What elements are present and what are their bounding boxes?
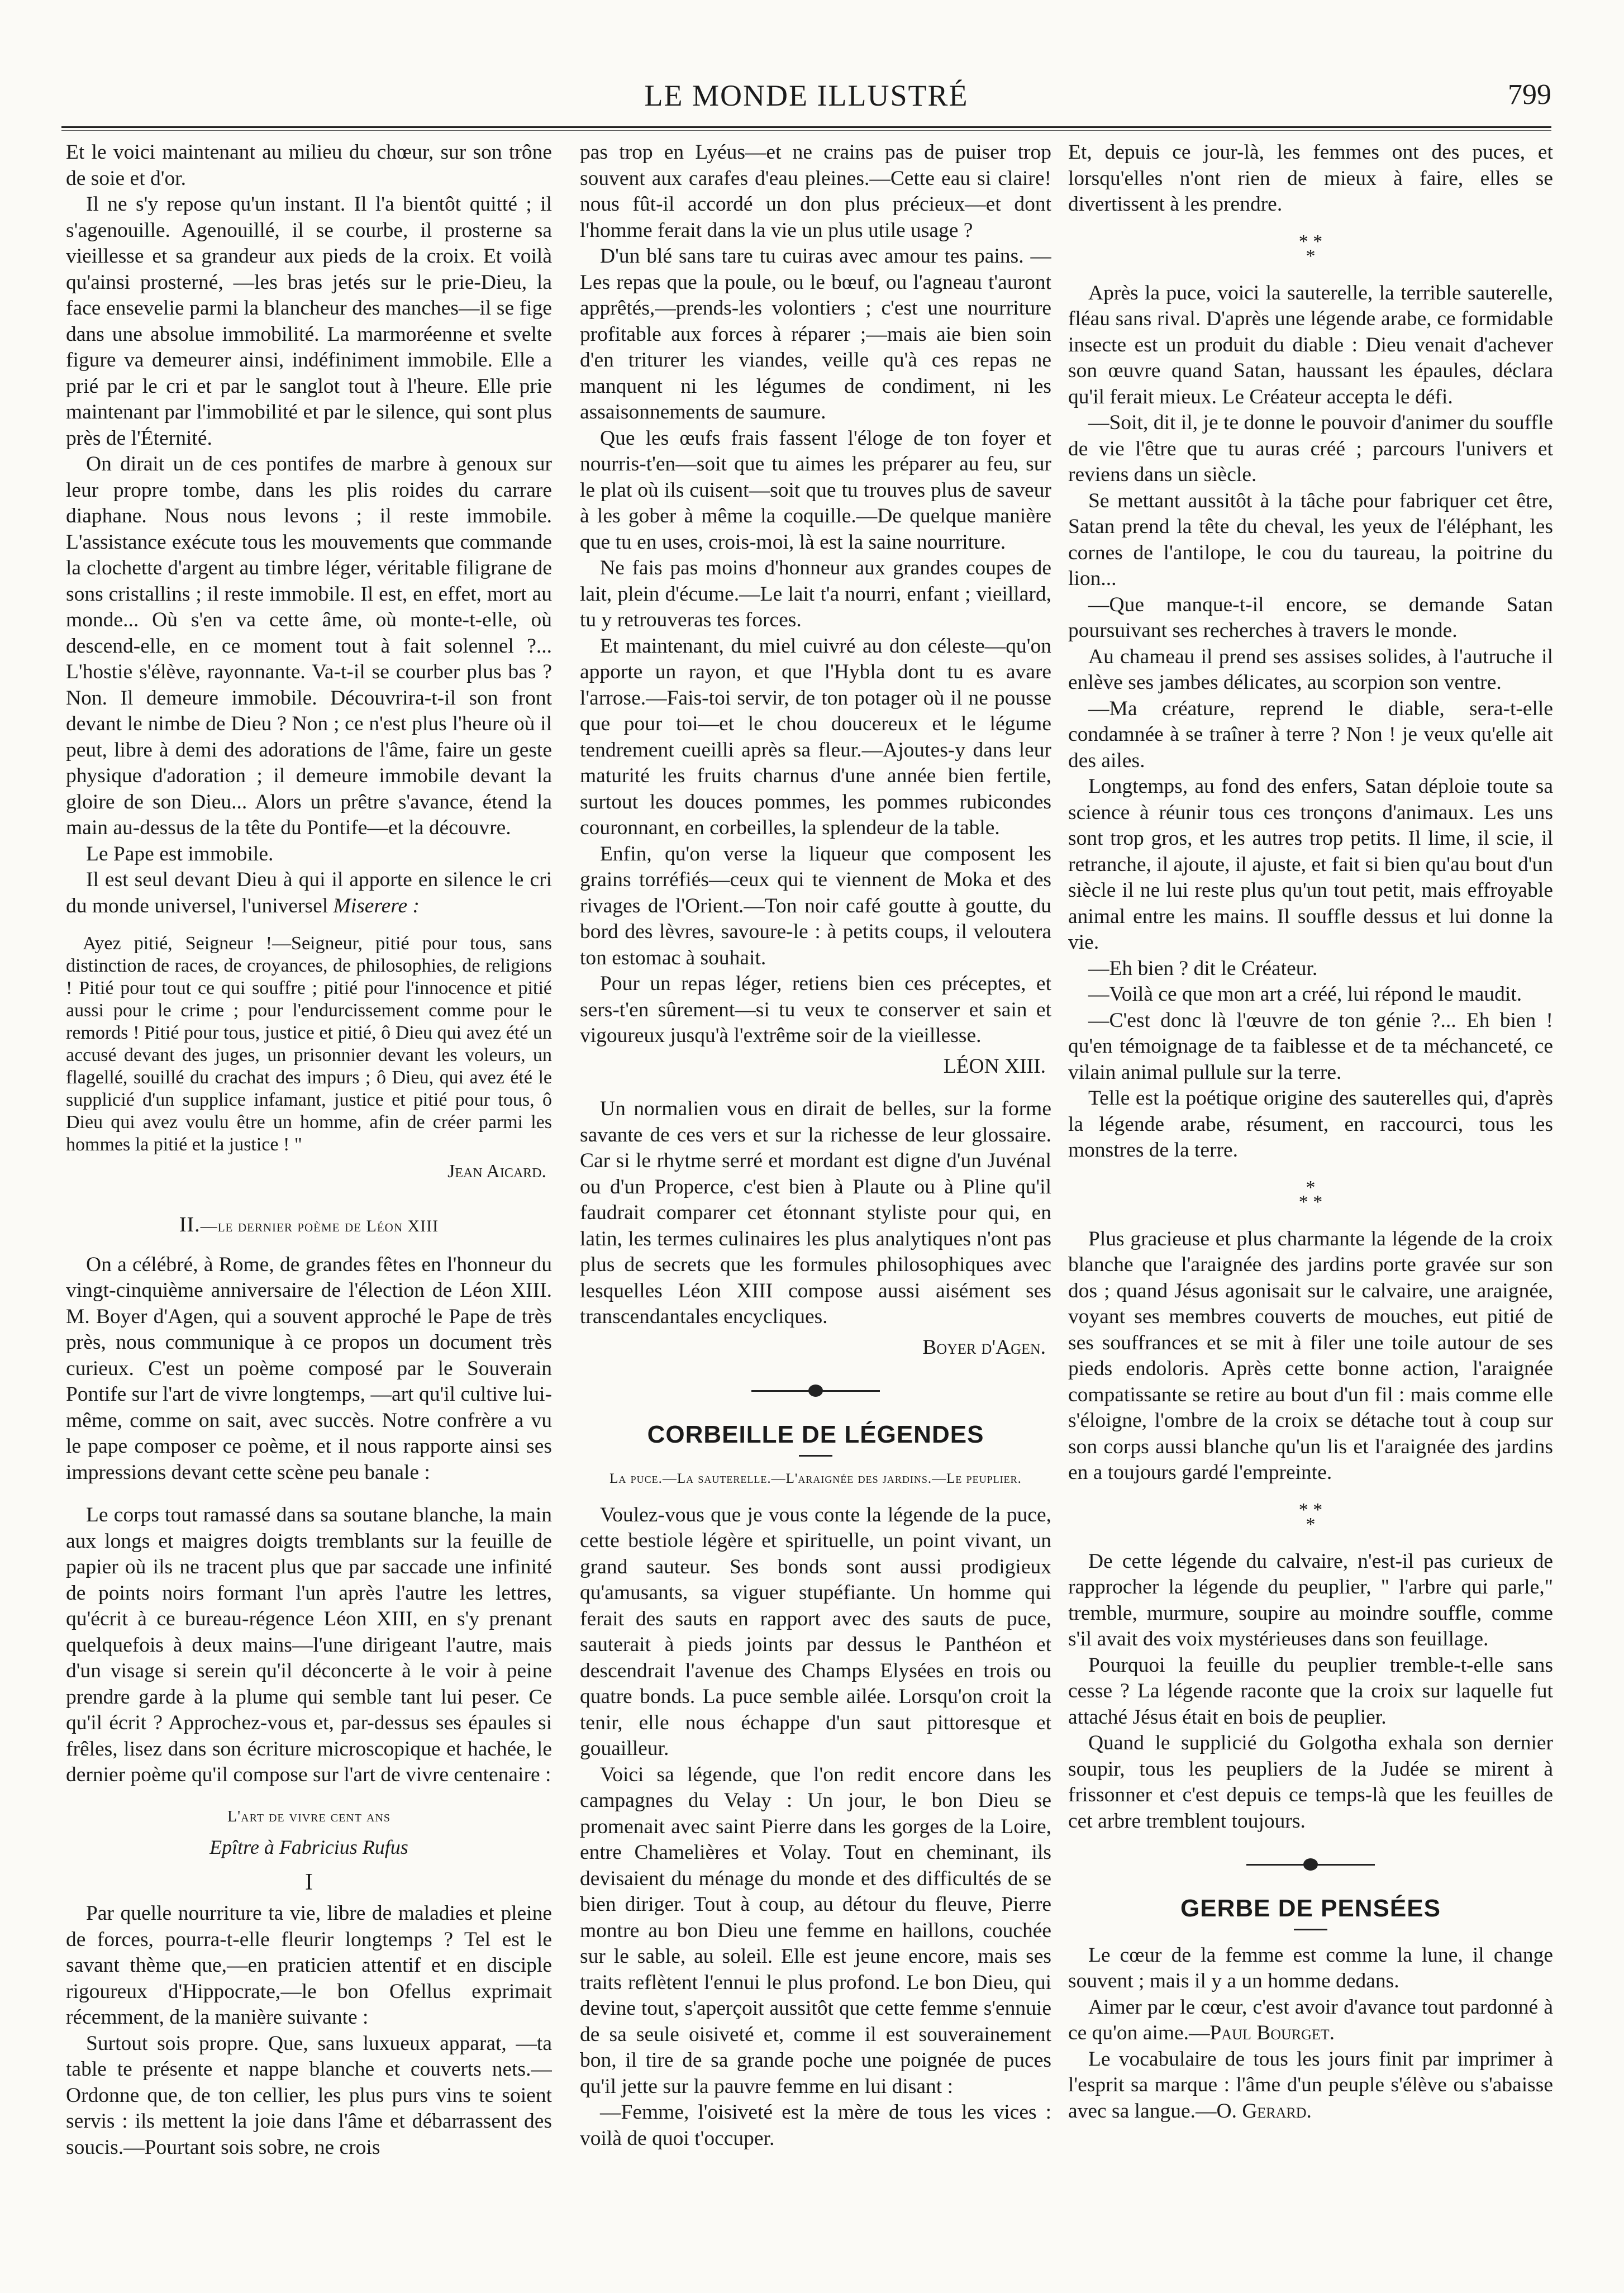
emphasis: Miserere :	[333, 894, 420, 917]
quotation-text: Ayez pitié, Seigneur !—Seigneur, pitié pour tous, sans distinction de races, de croyances, de philosophies, de religions ! Pitié pour tout ce qui souffre ; pitié pour l'innocence et pitié aussi pour le crime ; pour l'endurcissement comme pour le remords ! Pitié pour tous, justice et pitié, ô Dieu qui avez été un accusé devant des juges, un prisonnier devant les voleurs, un flagellé, souillé du crachat des impurs ; ô Dieu, qui avez été le supplicié d'un supplice infamant, justice et pitié pour tous, ô Dieu qui avez voulu être un homme, afin de créer parmi les hommes la pitié et la justice ! "	[66, 933, 552, 1155]
paragraph-text: Aimer par le cœur, c'est avoir d'avance tout pardonné à ce qu'on aime.—	[1068, 1995, 1553, 2044]
paragraph	[1068, 2047, 1553, 2125]
section-title	[66, 1212, 552, 1240]
poem-subtitle: Epître à Fabricius Rufus	[209, 1836, 408, 1858]
section-summary: La puce.—La sauterelle.—L'araignée des jardins.—Le peuplier.	[609, 1471, 1022, 1486]
paragraph: Le Pape est immobile.	[86, 842, 274, 865]
paragraph: D'un blé sans tare tu cuiras avec amour tes pains. —Les repas que la poule, ou le bœuf, ou l'agneau t'auront apprêtés,—prends-les volontiers ; c'est une nourriture profitable aux forces à réparer ;—mais aie bien soin d'en triturer les viandes, veille qu'à ces repas ne manquent ni les légumes de condiment, ni les assaisonnements de saumure.	[580, 245, 1051, 424]
section-heading: CORBEILLE DE LÉGENDES	[647, 1421, 984, 1448]
author-signature: O. Gerard.	[1216, 2099, 1312, 2123]
paragraph: —Voilà ce que mon art a créé, lui répond le maudit.	[1088, 983, 1522, 1006]
author-signature: Jean Aicard.	[447, 1161, 546, 1182]
paragraph: —C'est donc là l'œuvre de ton génie ?... Eh bien ! qu'en témoignage de ta faiblesse et de ta méchanceté, ce vilain animal pullule sur la terre.	[1068, 1008, 1553, 1084]
paragraph: De cette légende du calvaire, n'est-il pas curieux de rapprocher la légende du peuplier, " l'arbre qui parle," tremble, murmure, soupire au moindre souffle, comme s'il avait des voix mystérieuses dans son feuillage.	[1068, 1549, 1553, 1650]
paragraph: Voici sa légende, que l'on redit encore dans les campagnes du Velay : Un jour, le bon Dieu se promenait avec saint Pierre dans les gorges de la Loire, entre Chamelières et Volay. Tout en cheminant, ils devisaient du ménage du monde et des difficultés de se bien diriger. Tout à coup, au détour du fleuve, Pierre montre au bon Dieu une femme en haillons, couchée sur le sable, au soleil. Elle est jeune encore, mais ses traits reflètent l'ennui le plus profond. Le bon Dieu, qui devine tout, s'aperçoit aussitôt que cette femme s'ennuie de sa seule oisiveté et, comme il est souverainement bon, il tire de sa grande poche une poignée de puces qu'il jette sur la pauvre femme en lui disant :	[580, 1763, 1051, 2098]
paragraph: Que les œufs frais fassent l'éloge de ton foyer et nourris-t'en—soit que tu aimes les préparer au feu, sur le plat où ils cuisent—soit que tu trouves plus de saveur à les gober à même la coquille.—De quelque manière que tu en uses, crois-moi, là est la saine nourriture.	[580, 426, 1051, 554]
paragraph: —Soit, dit il, je te donne le pouvoir d'animer du souffle de vie l'être que tu auras créé ; parcours l'univers et reviens dans un siècle.	[1068, 411, 1553, 486]
poem-title: L'art de vivre cent ans	[227, 1807, 390, 1825]
paragraph: Il ne s'y repose qu'un instant. Il l'a bientôt quitté ; il s'agenouille. Agenouillé, il se courbe, il prosterne sa vieillesse et sa grandeur aux pieds de la croix. Et voilà qu'ainsi prosterné, —les bras jetés sur le prie-Dieu, la face ensevelie parmi la blancheur des manches—il se fige dans une absolue immobilité. La marmoréenne et svelte figure va demeurer ainsi, indéfiniment immobile. Elle a prié par le cri et par le sanglot tout à l'heure. Elle prie maintenant par l'immobilité et par le silence, qui sont plus près de l'Éternité.	[66, 193, 552, 450]
paragraph: —Que manque-t-il encore, se demande Satan poursuivant ses recherches à travers le monde.	[1068, 593, 1553, 642]
author-signature: Paul Bourget.	[1209, 2021, 1335, 2044]
paragraph: Se mettant aussitôt à la tâche pour fabriquer cet être, Satan prend la tête du cheval, les yeux de l'éléphant, les cornes de l'antilope, le cou du taureau, la poitrine du lion...	[1068, 489, 1553, 590]
paragraph: —Ma créature, reprend le diable, sera-t-elle condamnée à se traîner à terre ? Non ! je veux qu'elle ait des ailes.	[1068, 697, 1553, 772]
paragraph	[1068, 1995, 1553, 2047]
paragraph: Et le voici maintenant au milieu du chœur, sur son trône de soie et d'or.	[66, 141, 552, 190]
paragraph: Enfin, qu'on verse la liqueur que composent les grains torréfiés—ceux qui te viennent de Moka et des rivages de l'Orient.—Ton noir café goutte à goutte, du bord des lèvres, savoure-le : à petits coups, il veloutera ton estomac à souhait.	[580, 842, 1051, 969]
paragraph: Pour un repas léger, retiens bien ces préceptes, et sers-t'en sûrement—si tu veux te conserver et sain et vigoureux jusqu'à l'extrême soir de la vieillesse.	[580, 972, 1051, 1047]
paragraph: On dirait un de ces pontifes de marbre à genoux sur leur propre tombe, dans les plis roides du carrare diaphane. Nous nous levons ; il reste immobile. L'assistance exécute tous les mouvements que commande la clochette d'argent au timbre léger, véritable filigrane de sons cristallins ; il reste immobile. Il est, en effet, mort au monde... Où s'en va cette âme, où monte-t-elle, où descend-elle, en ce moment tout à fait solennel ?... L'hostie s'élève, rayonnante. Va-t-il se courber plus bas ? Non. Il demeure immobile. Découvrira-t-il son front devant le nimbe de Dieu ? Non ; ce n'est plus l'heure où il peut, libre à demi des adorations de l'âme, faire un geste physique d'adoration ; il demeure immobile devant la gloire de son Dieu... Alors un prêtre s'avance, étend la main au-dessus de la tête du Pontife—et la découvre.	[66, 453, 552, 839]
paragraph: On a célébré, à Rome, de grandes fêtes en l'honneur du vingt-cinquième anniversaire de l'élection de Léon XIII. M. Boyer d'Agen, qui a souvent approché le Pape de très près, nous communique à ce propos un document très curieux. C'est un poème composé par le Souverain Pontife sur l'art de vivre longtemps, —art qu'il cultive lui-même, comme on sait, avec succès. Notre confrère a vu le pape composer ce poème, et il nous rapporte ainsi ses impressions devant cette scène peu banale :	[66, 1253, 552, 1484]
paragraph: Telle est la poétique origine des sauterelles qui, d'après la légende arabe, résument, en raccourci, tous les monstres de la terre.	[1068, 1087, 1553, 1162]
heading-rule	[1294, 1929, 1327, 1930]
quotation	[66, 933, 552, 1183]
asterism: * * *	[1298, 1499, 1323, 1535]
column-3	[1068, 140, 1553, 2252]
paragraph: —Eh bien ? dit le Créateur.	[1088, 957, 1318, 980]
asterism: * * *	[1298, 231, 1323, 267]
column-2	[580, 140, 1051, 2252]
author-signature: Boyer d'Agen.	[922, 1335, 1046, 1359]
paragraph: Au chameau il prend ses assises solides, à l'autruche il enlève ses jambes délicates, au scorpion son ventre.	[1068, 645, 1553, 694]
section-number: II.	[179, 1213, 201, 1236]
paragraph: Pourquoi la feuille du peuplier tremble-t-elle sans cesse ? La légende raconte que la croix sur laquelle fut attaché Jésus était en bois de peuplier.	[1068, 1653, 1553, 1729]
fleuron-divider	[751, 1383, 880, 1400]
section-title-text: —le dernier poème de Léon XIII	[200, 1217, 439, 1235]
paragraph: pas trop en Lyéus—et ne crains pas de puiser trop souvent aux carafes d'eau pleines.—Cette eau si claire! nous fût-il accordé un don plus précieux—et dont l'homme ferait dans la vie un plus utile usage ?	[580, 141, 1051, 242]
column-1	[66, 140, 552, 2252]
paragraph: Surtout sois propre. Que, sans luxueux apparat, —ta table te présente et nappe blanche et couverts nets.—Ordonne que, de ton cellier, les plus purs vins te soient servis : ils mettent la joie dans l'âme et débarrassent des soucis.—Pourtant sois sobre, ne crois	[66, 2032, 552, 2159]
paragraph: Quand le supplicié du Golgotha exhala son dernier soupir, tous les peupliers de la Judée se mirent à frissonner et c'est depuis ce temps-là que les feuilles de cet arbre tremblent toujours.	[1068, 1731, 1553, 1833]
paragraph-text: Il est seul devant Dieu à qui il apporte en silence le cri du monde universel, l'universel	[66, 868, 552, 917]
paragraph: Plus gracieuse et plus charmante la légende de la croix blanche que l'araignée des jardins porte gravée sur son dos ; quand Jésus agonisait sur le calvaire, une araignée, voyant ses membres couverts de mouches, eut pitié de ses souffrances et se mit à filer une toile autour de ses pieds endoloris. Après cette bonne action, l'araignée compatissante se retire au bout d'un fil : mais comme elle s'éloigne, l'ombre de la croix se détache tout à coup sur son corps aussi blanche qu'un lis et l'araignée des jardins en a toujours gardé l'empreinte.	[1068, 1227, 1553, 1484]
paragraph-text: Le vocabulaire de tous les jours finit par imprimer à l'esprit sa marque : l'âme d'un peuple s'élève ou s'abaisse avec sa langue.—	[1068, 2047, 1553, 2123]
paragraph: Voulez-vous que je vous conte la légende de la puce, cette bestiole légère et spirituelle, un point vivant, un grand sauteur. Ses bonds sont aussi prodigieux qu'amusants, sa viguer stupéfiante. Un homme qui ferait des sauts en rapport avec des sauts de puce, sauterait à pieds joints par dessus le Panthéon et descendrait l'avenue des Champs Elysées en trois ou quatre bonds. La puce semble ailée. Lorsqu'on croit la tenir, elle nous échappe d'un saut pittoresque et gouailleur.	[580, 1503, 1051, 1760]
paragraph: Un normalien vous en dirait de belles, sur la forme savante de ces vers et sur la richesse de leur glossaire. Car si le rhytme serré et mordant est digne d'un Juvénal ou d'un Properce, c'est bien à Plaute ou à Pline qu'il faudrait comparer cet étonnant styliste pour qui, en latin, les termes culinaires les plus analytiques n'ont pas plus de secrets que les formules philosophiques avec lesquelles Léon XIII compose aussi aisément ses transcendantales encycliques.	[580, 1097, 1051, 1328]
paragraph: Et, depuis ce jour-là, les femmes ont des puces, et lorsqu'elles n'ont rien de mieux à faire, elles se divertissent à les prendre.	[1068, 141, 1553, 216]
paragraph: Après la puce, voici la sauterelle, la terrible sauterelle, fléau sans rival. D'après une légende arabe, ce formidable insecte est un produit du diable : Dieu venait d'achever son œuvre quand Satan, haussant les épaules, déclara qu'il ferait mieux. Le Créateur accepta le défi.	[1068, 281, 1553, 408]
asterism: * * *	[1298, 1177, 1323, 1212]
paragraph	[66, 867, 552, 919]
masthead-rule	[61, 126, 1551, 131]
newspaper-title: LE MONDE ILLUSTRÉ	[644, 79, 969, 112]
author-signature: LÉON XIII.	[943, 1054, 1046, 1078]
paragraph: Ne fais pas moins d'honneur aux grandes coupes de lait, plein d'écume.—Le lait t'a nourri, enfant ; vieillard, tu y retrouveras tes forces.	[580, 556, 1051, 631]
fleuron-divider	[1246, 1857, 1375, 1873]
paragraph: Le cœur de la femme est comme la lune, il change souvent ; mais il y a un homme dedans.	[1068, 1943, 1553, 1992]
paragraph: Le corps tout ramassé dans sa soutane blanche, la main aux longs et maigres doigts tremblants sur la feuille de papier où ils ne tracent plus que par saccade une infinité de points noirs formant l'un après l'autre les lettres, qu'écrit à ce bureau-régence Léon XIII, en s'y prenant quelquefois à deux mains—l'une dirigeant l'autre, mais d'un visage si serein qu'il déconcerte à le voir à peine prendre garde à la plume qui semble tant lui peser. Ce qu'il écrit ? Approchez-vous et, par-dessus ses épaules si frêles, lisez dans son écriture microscopique et hachée, le dernier poème qu'il compose sur l'art de vivre centenaire :	[66, 1504, 552, 1786]
heading-rule	[799, 1455, 832, 1457]
page-number: 799	[1508, 79, 1551, 111]
paragraph: Par quelle nourriture ta vie, libre de maladies et pleine de forces, pourra-t-elle fleurir longtemps ? Tel est le savant thème que,—en praticien attentif et en disciple rigoureux d'Hippocrate,—le bon Ofellus exprimait récemment, de la manière suivante :	[66, 1902, 552, 2029]
paragraph: Longtemps, au fond des enfers, Satan déploie toute sa science à réunir tous ces tronçons d'animaux. Les uns sont trop gros, et les autres trop petits. Il lime, il scie, il retranche, il ajoute, il ajuste, et fait si bien qu'au bout d'un siècle il ne lui reste plus qu'un tout petit, mais effroyable animal entre les mains. Il souffle dessus et lui donne la vie.	[1068, 775, 1553, 954]
section-heading: GERBE DE PENSÉES	[1180, 1895, 1441, 1922]
roman-numeral: I	[305, 1869, 313, 1895]
masthead	[61, 78, 1551, 123]
paragraph: Et maintenant, du miel cuivré au don céleste—qu'on apporte un rayon, et que l'Hybla dont tu es avare l'arrose.—Fais-toi servir, de ton potager où il ne pousse que pour toi—et le chou doucereux et le légume tendrement cueilli après sa fleur.—Ajoutes-y dans leur maturité les fruits charnus d'une année bien fertile, surtout les douces pommes, les pommes rubicondes couronnant, en corbeilles, la splendeur de la table.	[580, 634, 1051, 839]
paragraph: —Femme, l'oisiveté est la mère de tous les vices : voilà de quoi t'occuper.	[580, 2101, 1051, 2150]
